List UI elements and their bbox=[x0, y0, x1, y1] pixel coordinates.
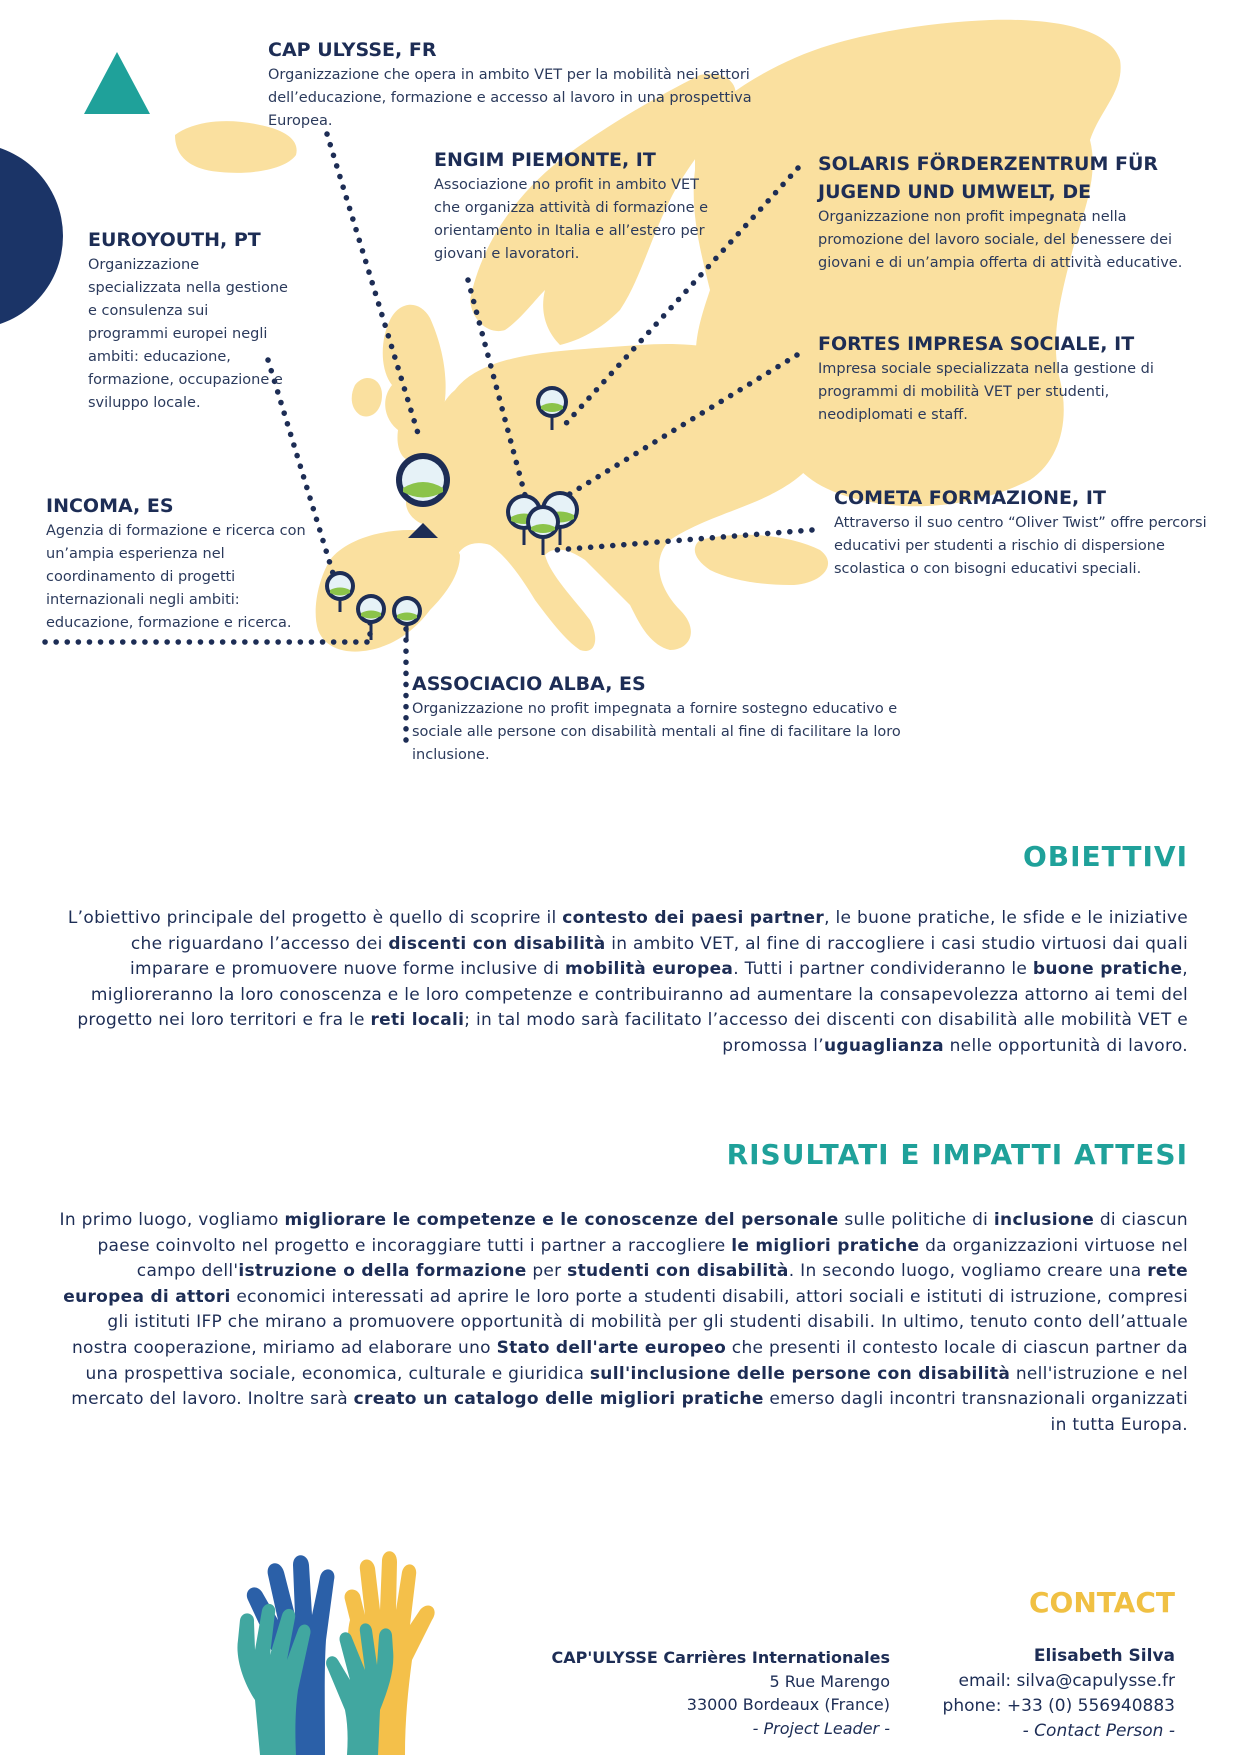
partner-engim-piemonte bbox=[434, 146, 724, 266]
partner-title: SOLARIS FÖRDERZENTRUM FÜR JUGEND UND UMWELT, DE bbox=[818, 153, 1159, 203]
partner-description: Associazione no profit in ambito VET che organizza attività di formazione e orientamento in Italia e all’estero per giovani e lavoratori. bbox=[434, 177, 709, 262]
partner-description: Organizzazione non profit impegnata nella promozione del lavoro sociale, del benessere dei giovani e di un’ampia offerta di attività educative. bbox=[818, 209, 1183, 271]
partner-description: Organizzazione che opera in ambito VET per la mobilità nei settori dell’educazione, formazione e accesso al lavoro in una prospettiva Europea. bbox=[268, 67, 752, 129]
person-email[interactable]: email: silva@capulysse.fr bbox=[958, 1671, 1175, 1691]
partner-title: INCOMA, ES bbox=[46, 495, 174, 517]
partner-associacio-alba bbox=[412, 670, 912, 767]
partner-incoma bbox=[46, 492, 321, 635]
partner-title: ASSOCIACIO ALBA, ES bbox=[412, 673, 646, 695]
org-city: 33000 Bordeaux (France) bbox=[686, 1695, 890, 1714]
partner-description: Organizzazione specializzata nella gestione e consulenza sui programmi europei negli ambiti: educazione, formazione, occupazione e sviluppo locale. bbox=[88, 257, 288, 411]
org-street: 5 Rue Marengo bbox=[769, 1671, 890, 1691]
objectives-title: OBIETTIVI bbox=[1022, 840, 1188, 873]
person-phone[interactable]: phone: +33 (0) 556940883 bbox=[942, 1696, 1175, 1716]
contact-title: CONTACT bbox=[1028, 1586, 1175, 1619]
objectives-paragraph: L’obiettivo principale del progetto è quello di scoprire il contesto dei paesi partner, le buone pratiche, le sfide e le iniziative che riguardano l’accesso dei discenti con disabilità in ambito VET, al fine di raccogliere i casi studio virtuosi dai quali imparare e promuovere nuove forme inclusive di mobilità europea. Tutti i partner condivideranno le buone pratiche, miglioreranno la loro conoscenza e le loro competenze e contribuiranno ad aumentare la consapevolezza attorno ai temi del progetto nei loro territori e fra le reti locali; in tal modo sarà facilitato l’accesso dei discenti con disabilità alle mobilità VET e promossa l’uguaglianza nelle opportunità di lavoro. bbox=[67, 908, 1188, 1056]
contact-person-block bbox=[900, 1644, 1175, 1744]
partner-description: Organizzazione no profit impegnata a fornire sostegno educativo e sociale alle persone con disabilità mentali al fine di facilitare la loro inclusione. bbox=[412, 701, 901, 763]
results-title: RISULTATI E IMPATTI ATTESI bbox=[726, 1138, 1188, 1171]
partner-title: ENGIM PIEMONTE, IT bbox=[434, 149, 656, 171]
partner-title: COMETA FORMAZIONE, IT bbox=[834, 487, 1106, 509]
partner-fortes bbox=[818, 330, 1178, 427]
partner-title: CAP ULYSSE, FR bbox=[268, 39, 437, 61]
teal-triangle-decoration bbox=[84, 52, 150, 114]
org-name: CAP'ULYSSE Carrières Internationales bbox=[551, 1648, 890, 1667]
partner-euroyouth bbox=[88, 226, 288, 415]
results-paragraph: In primo luogo, vogliamo migliorare le competenze e le conoscenze del personale sulle politiche di inclusione di ciascun paese coinvolto nel progetto e incoraggiare tutti i partner a raccogliere le migliori pratiche da organizzazioni virtuose nel campo dell'istruzione o della formazione per studenti con disabilità. In secondo luogo, vogliamo creare una rete europea di attori economici interessati ad aprire le loro porte a studenti disabili, attori sociali e istituti di istruzione, compresi gli istituti IFP che mirano a promuovere opportunità di mobilità per gli studenti disabili. In ultimo, tenuto conto dell’attuale nostra cooperazione, miriamo ad elaborare uno Stato dell'arte europeo che presenti il contesto locale di ciascun partner da una prospettiva sociale, economica, culturale e giuridica sull'inclusione delle persone con disabilità nell'istruzione e nel mercato del lavoro. Inoltre sarà creato un catalogo delle migliori pratiche emerso dagli incontri transnazionali organizzati in tutta Europa. bbox=[59, 1210, 1188, 1435]
project-leader-block bbox=[500, 1646, 890, 1740]
org-role: - Project Leader - bbox=[752, 1718, 890, 1738]
partner-cometa bbox=[834, 484, 1219, 581]
partner-description: Agenzia di formazione e ricerca con un’ampia esperienza nel coordinamento di progetti internazionali negli ambiti: educazione, formazione e ricerca. bbox=[46, 523, 306, 631]
partner-solaris bbox=[818, 150, 1213, 275]
navy-circle-decoration bbox=[0, 143, 63, 329]
partner-description: Impresa sociale specializzata nella gestione di programmi di mobilità VET per studenti, neodiplomati e staff. bbox=[818, 361, 1154, 423]
partner-description: Attraverso il suo centro “Oliver Twist” offre percorsi educativi per studenti a rischio di dispersione scolastica o con bisogni educativi speciali. bbox=[834, 515, 1207, 577]
person-role: - Contact Person - bbox=[1022, 1721, 1175, 1741]
partner-title: EUROYOUTH, PT bbox=[88, 229, 261, 251]
hands-illustration bbox=[237, 1551, 434, 1755]
partner-cap-ulysse bbox=[268, 36, 768, 133]
partner-title: FORTES IMPRESA SOCIALE, IT bbox=[818, 333, 1135, 355]
person-name: Elisabeth Silva bbox=[1033, 1646, 1175, 1666]
